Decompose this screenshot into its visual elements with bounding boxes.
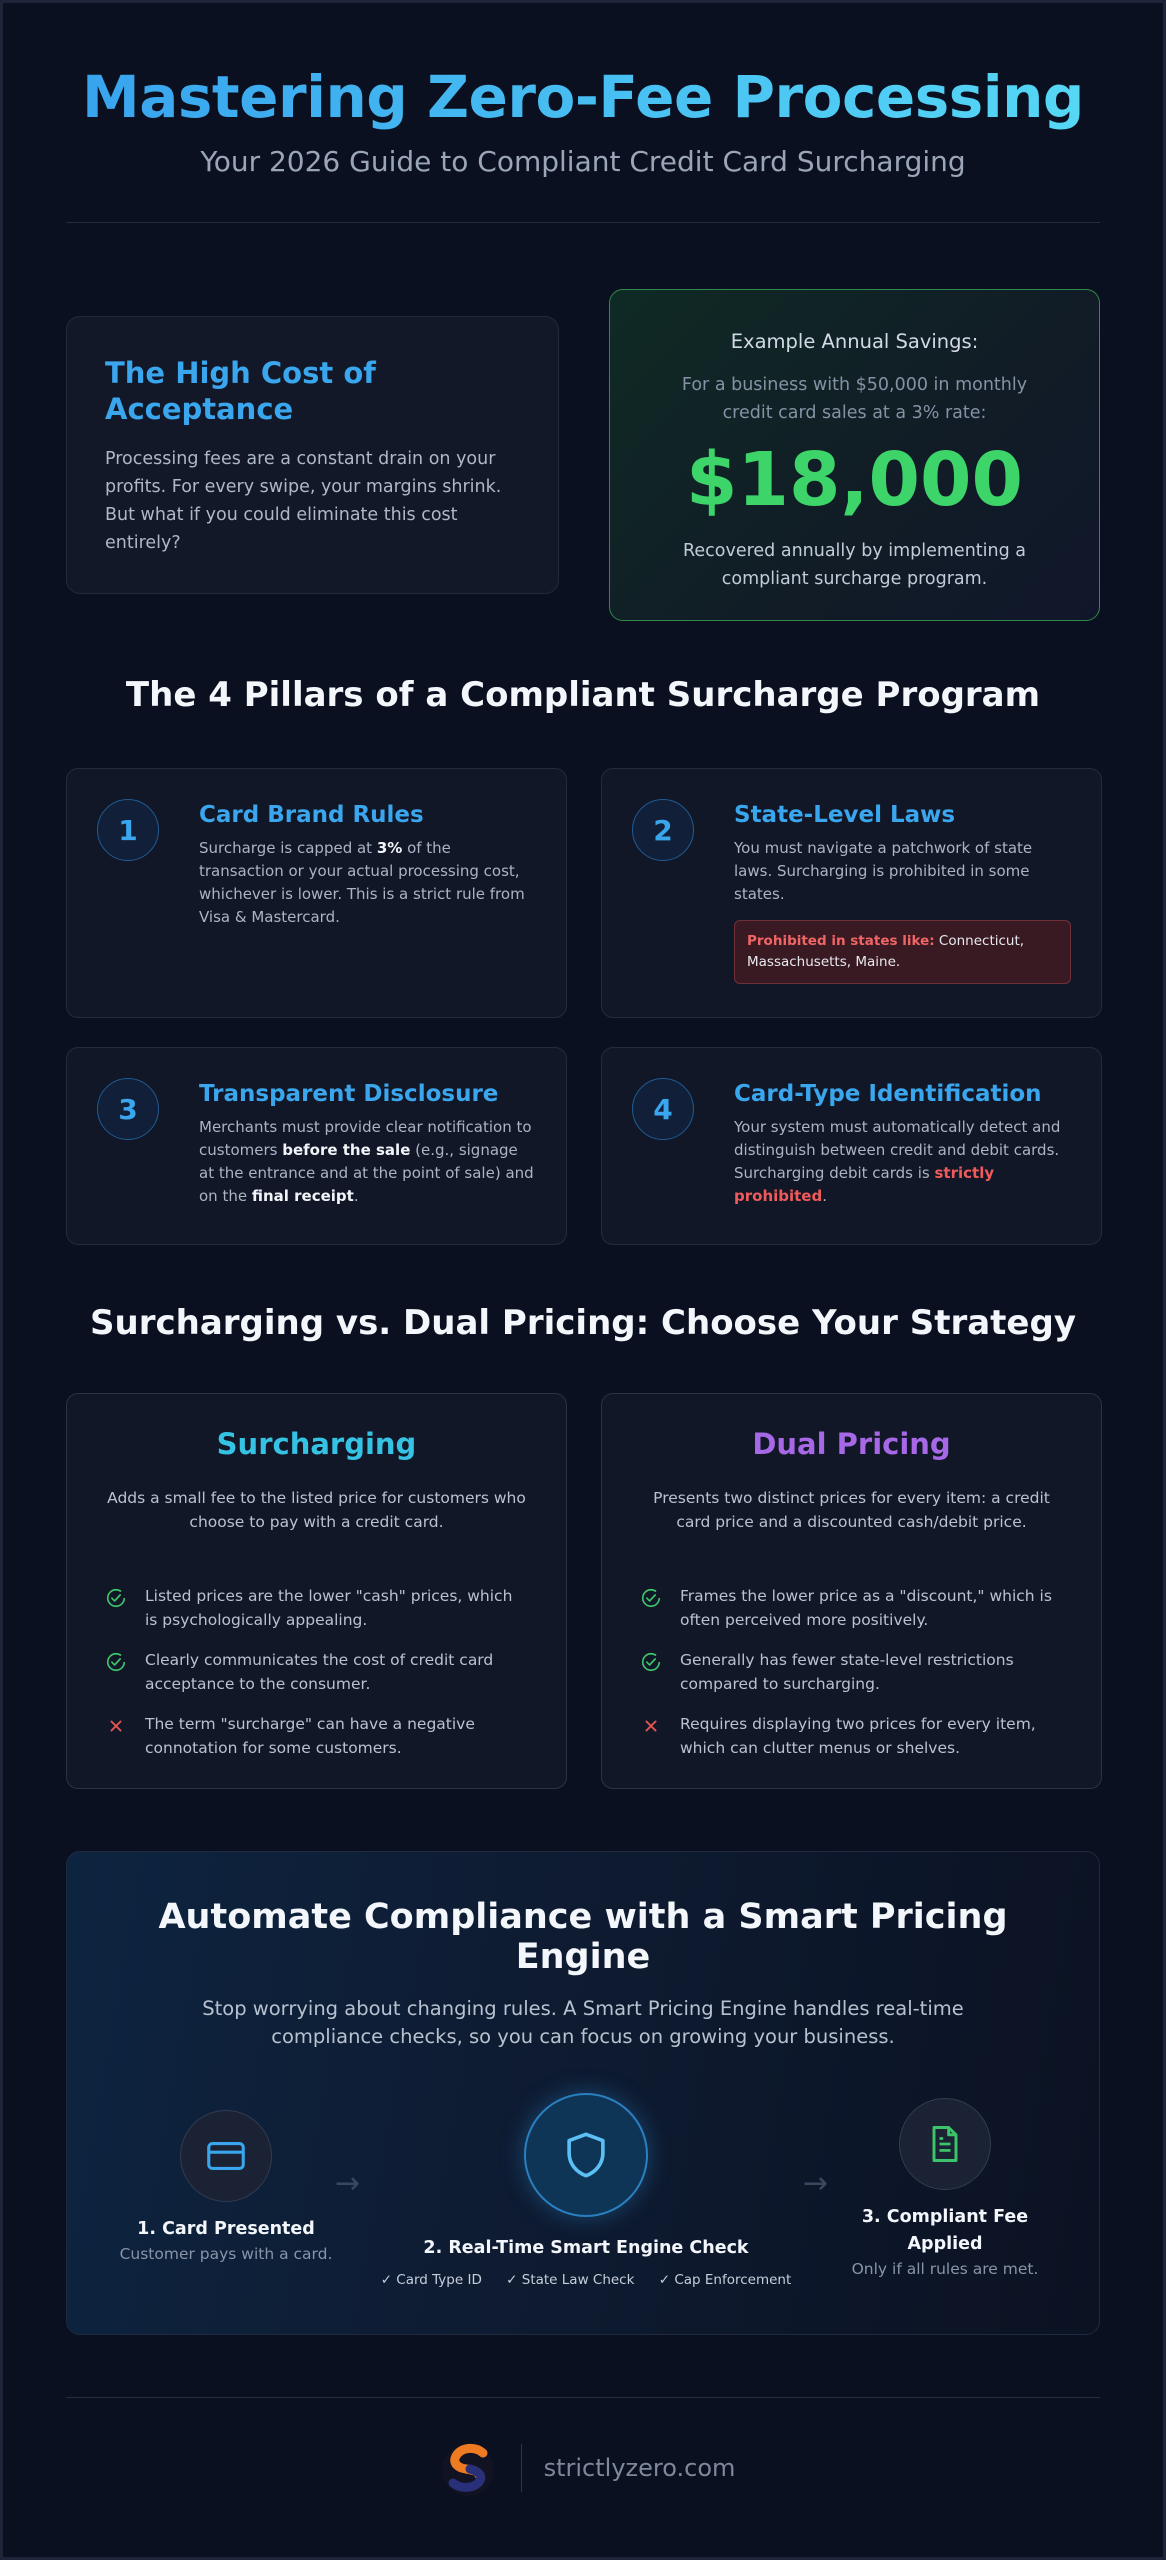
surcharging-description: Adds a small fee to the listed price for customers who choose to pay with a credit card. (107, 1489, 526, 1531)
dual-pricing-description: Presents two distinct prices for every item: a credit card price and a discounted cash/debit price. (653, 1489, 1050, 1531)
check-circle-icon (640, 1587, 662, 1609)
savings-amount: $18,000 (685, 437, 1024, 523)
page-subtitle: Your 2026 Guide to Compliant Credit Card Surcharging (200, 145, 966, 178)
pillar-title: State-Level Laws (734, 802, 956, 828)
brand-logo-icon (437, 2437, 499, 2499)
check-item: ✓ State Law Check (506, 2272, 635, 2288)
step-caption: Customer pays with a card. (119, 2245, 333, 2263)
savings-label: Example Annual Savings: (730, 330, 979, 353)
step-card-presented (106, 2110, 346, 2265)
footer (3, 2433, 1166, 2503)
arrow-icon: → (335, 2166, 361, 2201)
check-list (366, 2272, 806, 2288)
pillars-title: The 4 Pillars of a Compliant Surcharge Program (125, 675, 1041, 715)
surcharging-card (66, 1393, 567, 1789)
pillar-text: Merchants must provide clear notification to customers before the sale (e.g., signage at the entrance and at the point of sale) and on the final receipt. (199, 1118, 534, 1205)
x-icon (105, 1715, 127, 1737)
footer-site-link[interactable]: strictlyzero.com (543, 2454, 736, 2482)
credit-card-icon (180, 2110, 272, 2202)
header-divider (66, 222, 1100, 223)
surcharging-title: Surcharging (216, 1427, 417, 1461)
cost-section (66, 289, 1100, 621)
pillar-title: Card-Type Identification (734, 1081, 1042, 1107)
list-item: Generally has fewer state-level restrictions compared to surcharging. (640, 1648, 1063, 1696)
check-circle-icon (105, 1651, 127, 1673)
pillar-card-brand-rules (66, 768, 567, 1018)
page-title: Mastering Zero-Fee Processing (66, 63, 1100, 131)
dual-pricing-card (601, 1393, 1102, 1789)
step-label: 3. Compliant Fee Applied (861, 2207, 1029, 2254)
step-caption: Only if all rules are met. (851, 2260, 1039, 2278)
pillar-card-type-identification (601, 1047, 1102, 1245)
check-item: ✓ Cap Enforcement (658, 2272, 792, 2288)
strategy-title: Surcharging vs. Dual Pricing: Choose Your Strategy (90, 1303, 1076, 1343)
cost-body: Processing fees are a constant drain on your profits. For every swipe, your margins shrink. But what if you could eliminate this cost entirely? (105, 449, 502, 553)
footer-divider (66, 2397, 1100, 2398)
pillar-text: Surcharge is capped at 3% of the transaction or your actual processing cost, whichever is lower. This is a strict rule from Visa & Mastercard. (199, 839, 525, 926)
pillar-number: 3 (97, 1078, 159, 1140)
list-item: Requires displaying two prices for every item, which can clutter menus or shelves. (640, 1712, 1063, 1760)
list-item: Clearly communicates the cost of credit card acceptance to the consumer. (105, 1648, 528, 1696)
arrow-icon: → (803, 2166, 829, 2201)
pillar-title: Transparent Disclosure (199, 1081, 499, 1107)
step-compliant-fee (825, 2098, 1065, 2280)
pillar-number: 1 (97, 799, 159, 861)
cost-card (66, 316, 559, 594)
pillar-number: 4 (632, 1078, 694, 1140)
document-icon (899, 2098, 991, 2190)
list-item: The term "surcharge" can have a negative connotation for some customers. (105, 1712, 528, 1760)
pillar-title: Card Brand Rules (199, 802, 424, 828)
footer-separator (521, 2444, 522, 2492)
pillar-number: 2 (632, 799, 694, 861)
pillar-text: Your system must automatically detect and distinguish between credit and debit cards. Surcharging debit cards is strictly prohibited. (734, 1118, 1061, 1205)
pillar-state-laws (601, 768, 1102, 1018)
step-label: 2. Real-Time Smart Engine Check (423, 2238, 749, 2258)
check-circle-icon (105, 1587, 127, 1609)
dual-pricing-title: Dual Pricing (752, 1427, 951, 1461)
shield-icon (524, 2093, 648, 2217)
cost-title: The High Cost of Acceptance (105, 356, 376, 426)
savings-card (609, 289, 1100, 621)
savings-note: Recovered annually by implementing a compliant surcharge program. (683, 541, 1026, 589)
prohibited-states-alert: Prohibited in states like: Connecticut, Massachusetts, Maine. (734, 920, 1071, 984)
step-label: 1. Card Presented (137, 2219, 315, 2239)
surcharging-list (105, 1584, 528, 1760)
automate-subtitle: Stop worrying about changing rules. A Smart Pricing Engine handles real-time compliance checks, so you can focus on growing your business. (202, 1997, 964, 2048)
savings-context: For a business with $50,000 in monthly credit card sales at a 3% rate: (681, 375, 1028, 423)
list-item: Listed prices are the lower "cash" prices, which is psychologically appealing. (105, 1584, 528, 1632)
pillar-transparent-disclosure (66, 1047, 567, 1245)
check-circle-icon (640, 1651, 662, 1673)
dual-pricing-list (640, 1584, 1063, 1760)
x-icon (640, 1715, 662, 1737)
step-smart-engine-check (366, 2093, 806, 2288)
check-item: ✓ Card Type ID (380, 2272, 482, 2288)
pillar-text: You must navigate a patchwork of state laws. Surcharging is prohibited in some states. (734, 839, 1033, 903)
list-item: Frames the lower price as a "discount," which is often perceived more positively. (640, 1584, 1063, 1632)
automate-title: Automate Compliance with a Smart Pricing Engine (158, 1897, 1008, 1977)
